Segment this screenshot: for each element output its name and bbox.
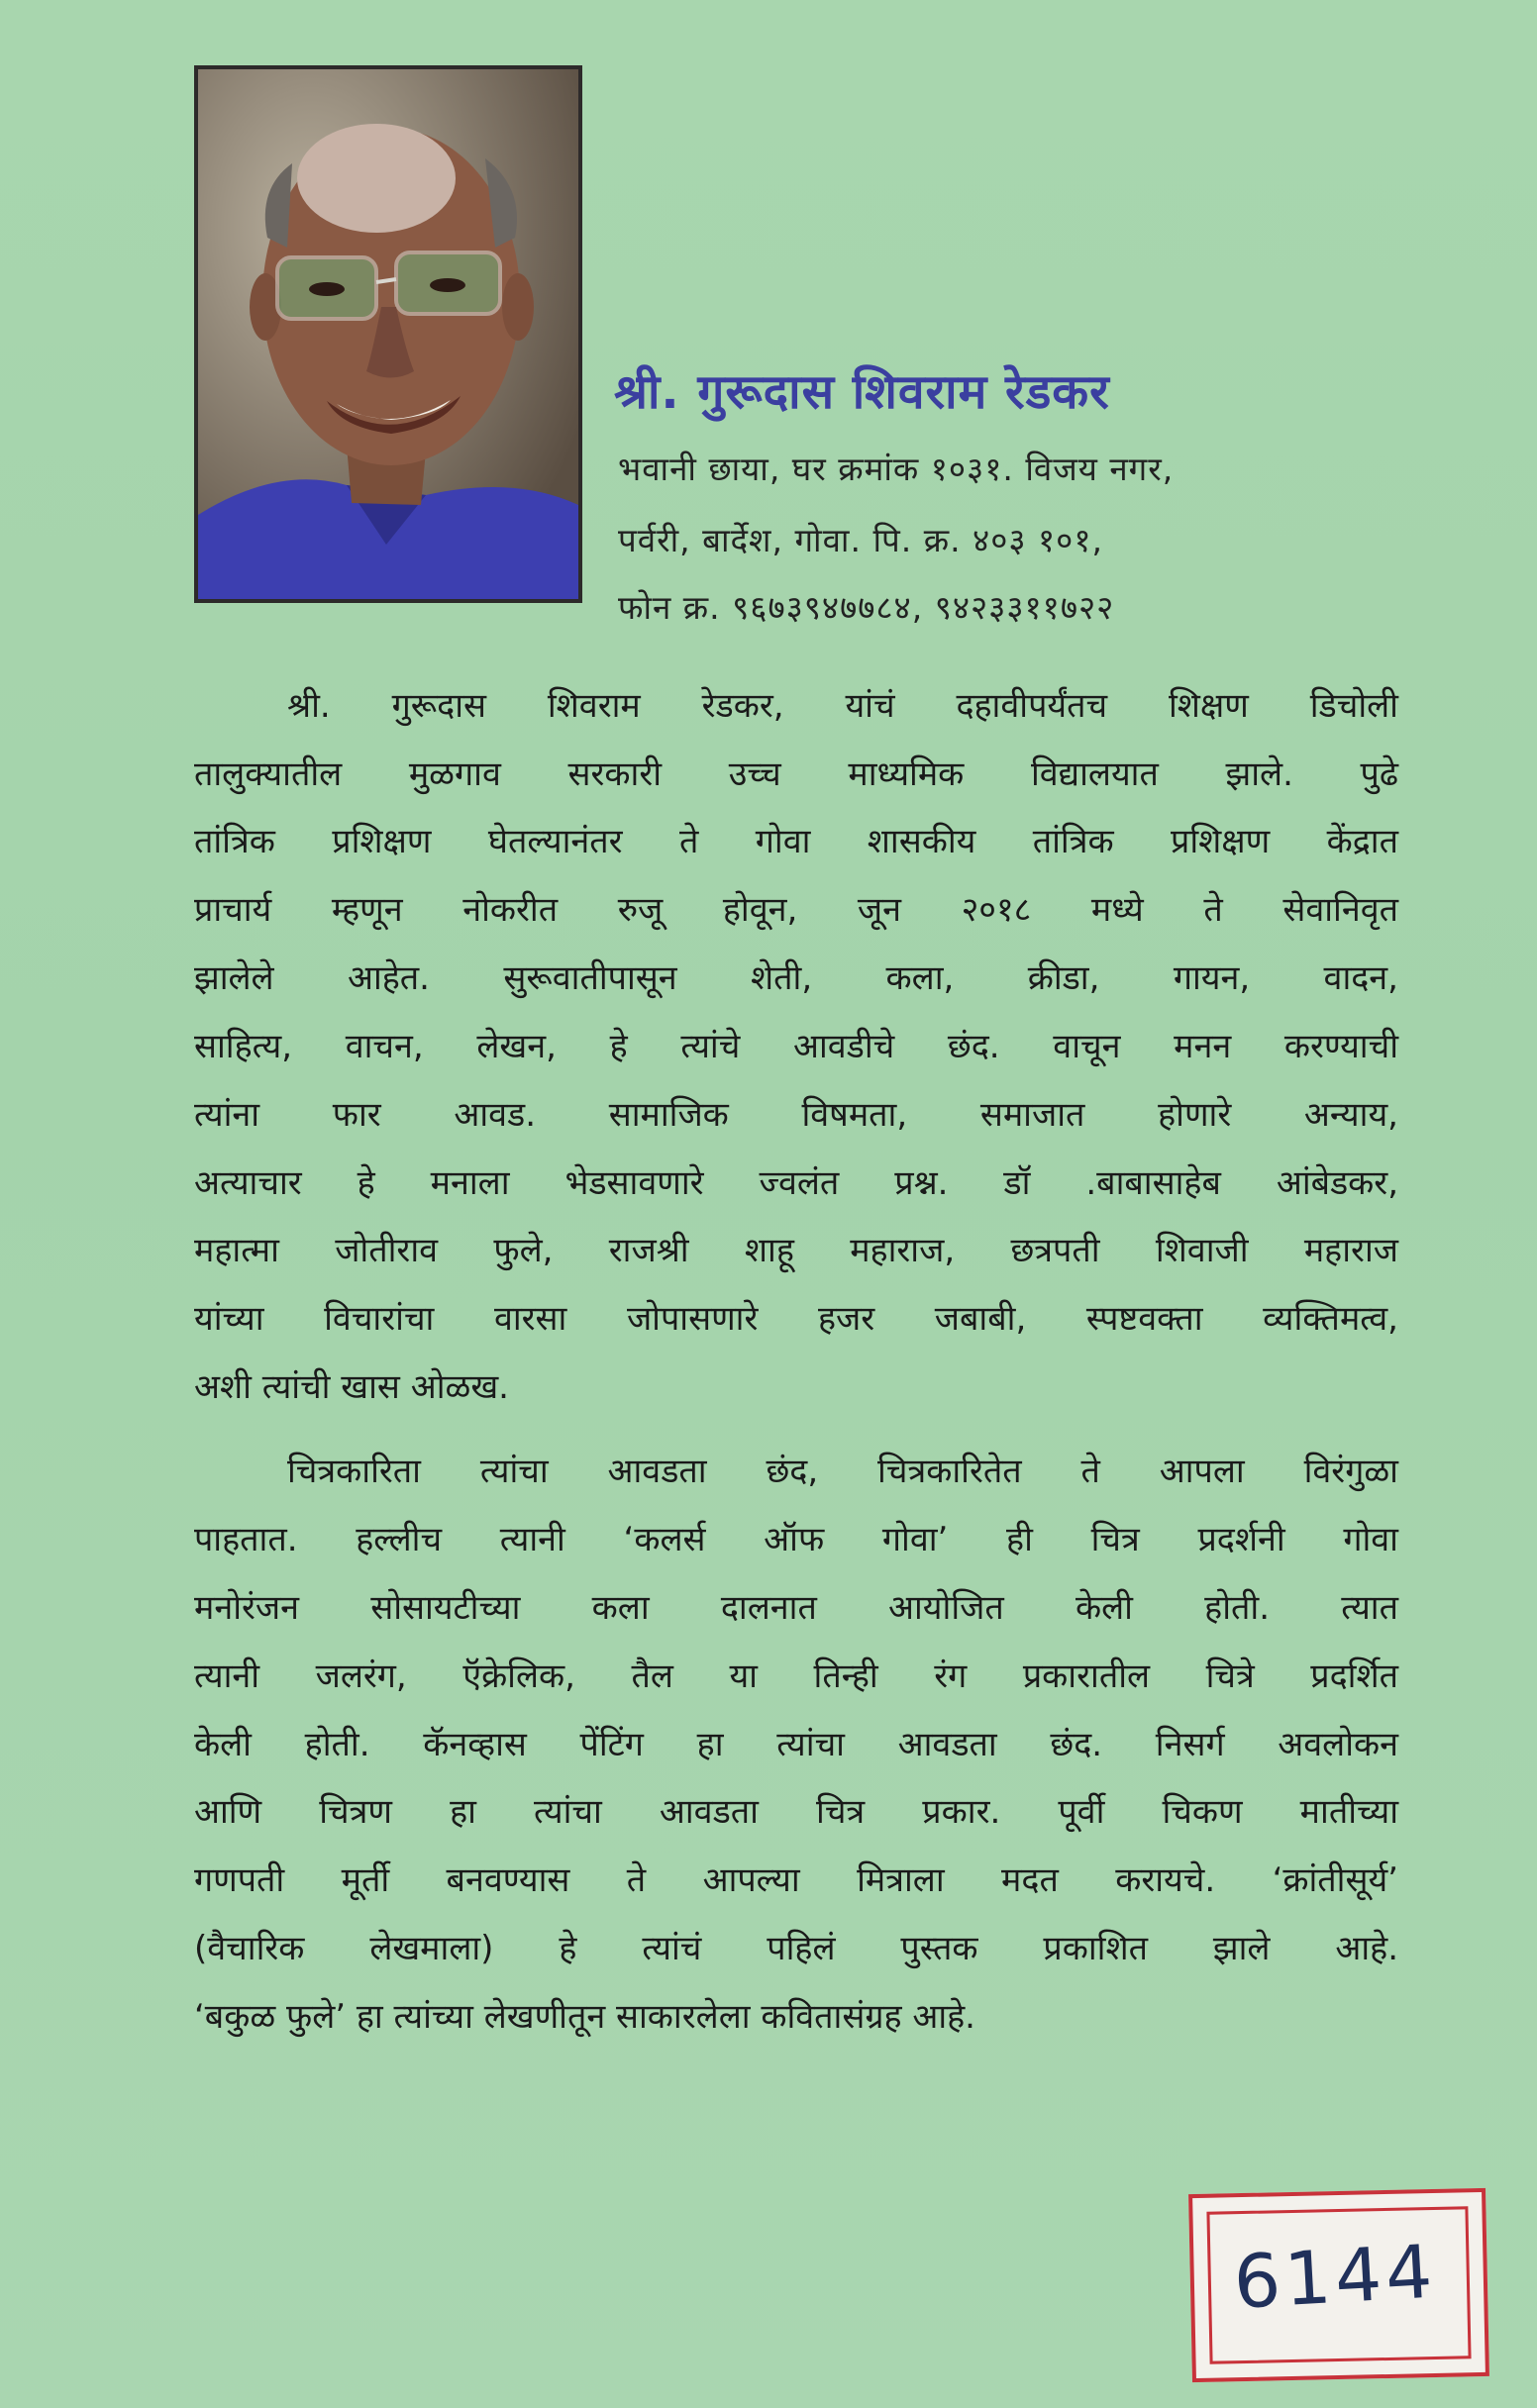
bio-line: ‘बकुळ फुले’ हा त्यांच्या लेखणीतून साकारलेला कवितासंग्रह आहे. — [194, 1997, 975, 2037]
bio-line: पाहतात. हल्लीच त्यानी ‘कलर्स ऑफ गोवा’ ही चित्र प्रदर्शनी गोवा — [194, 1520, 1398, 1559]
bio-line: तांत्रिक प्रशिक्षण घेतल्यानंतर ते गोवा शासकीय तांत्रिक प्रशिक्षण केंद्रात — [194, 822, 1398, 861]
bio-line: त्यानी जलरंग, ऍक्रेलिक, तैल या तिन्ही रंग प्रकारातील चित्रे प्रदर्शित — [194, 1656, 1398, 1696]
bio-line: गणपती मूर्ती बनवण्यास ते आपल्या मित्राला मदत करायचे. ‘क्रांतीसूर्य’ — [194, 1860, 1398, 1900]
author-name: श्री. गुरूदास शिवराम रेडकर — [614, 364, 1110, 420]
author-photo — [194, 65, 582, 603]
bio-line: अशी त्यांची खास ओळख. — [194, 1367, 509, 1407]
bio-line: यांच्या विचारांचा वारसा जोपासणारे हजर जबाबी, स्पष्टवक्ता व्यक्तिमत्व, — [194, 1299, 1398, 1339]
bio-line: झालेले आहेत. सुरूवातीपासून शेती, कला, क्रीडा, गायन, वादन, — [194, 958, 1398, 998]
author-phone: फोन क्र. ९६७३९४७७८४, ९४२३३११७२२ — [618, 588, 1115, 627]
bio-line: चित्रकारिता त्यांचा आवडता छंद, चित्रकारितेत ते आपला विरंगुळा — [287, 1452, 1398, 1491]
bio-line: त्यांना फार आवड. सामाजिक विषमता, समाजात होणारे अन्याय, — [194, 1095, 1398, 1135]
author-address-line-1: भवानी छाया, घर क्रमांक १०३१. विजय नगर, — [618, 450, 1175, 488]
bio-line: तालुक्यातील मुळगाव सरकारी उच्च माध्यमिक विद्यालयात झाले. पुढे — [194, 754, 1398, 794]
bio-line: अत्याचार हे मनाला भेडसावणारे ज्वलंत प्रश्न. डॉ .बाबासाहेब आंबेडकर, — [194, 1163, 1398, 1203]
bio-line: आणि चित्रण हा त्यांचा आवडता चित्र प्रकार. पूर्वी चिकण मातीच्या — [194, 1792, 1398, 1832]
author-address-line-2: पर्वरी, बार्देश, गोवा. पि. क्र. ४०३ १०१, — [618, 521, 1103, 559]
bio-line: प्राचार्य म्हणून नोकरीत रुजू होवून, जून २०१८ मध्ये ते सेवानिवृत — [194, 890, 1398, 930]
stamp-number: 6144 — [1231, 2229, 1439, 2326]
bio-line: साहित्य, वाचन, लेखन, हे त्यांचे आवडीचे छंद. वाचून मनन करण्याची — [194, 1027, 1398, 1066]
bio-line: महात्मा जोतीराव फुले, राजश्री शाहू महाराज, छत्रपती शिवाजी महाराज — [194, 1231, 1398, 1270]
library-stamp — [1188, 2188, 1489, 2382]
bio-line: केली होती. कॅनव्हास पेंटिंग हा त्यांचा आवडता छंद. निसर्ग अवलोकन — [194, 1725, 1398, 1764]
bio-line: मनोरंजन सोसायटीच्या कला दालनात आयोजित केली होती. त्यात — [194, 1588, 1398, 1628]
bio-line: (वैचारिक लेखमाला) हे त्यांचं पहिलं पुस्तक प्रकाशित झाले आहे. — [194, 1929, 1398, 1968]
bio-line: श्री. गुरूदास शिवराम रेडकर, यांचं दहावीपर्यंतच शिक्षण डिचोली — [287, 686, 1398, 726]
